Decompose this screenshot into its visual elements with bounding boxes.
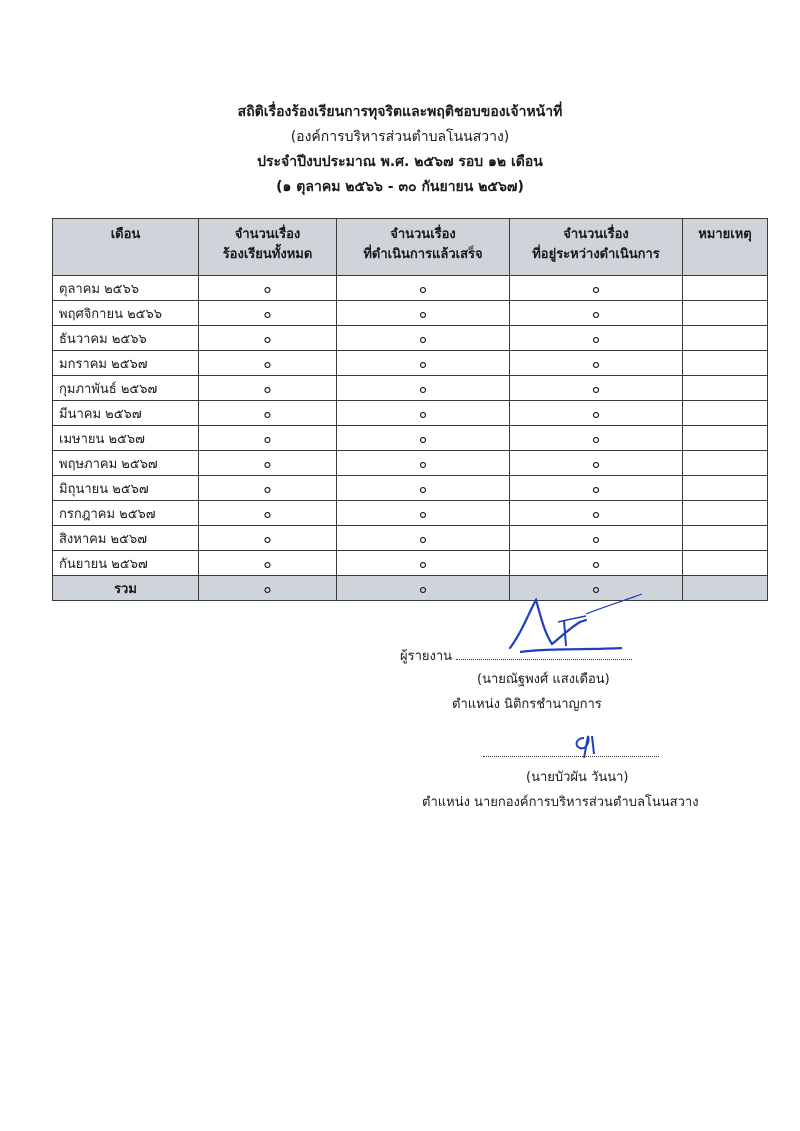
- col-header-note-label: หมายเหตุ: [698, 227, 752, 242]
- table-row: [53, 451, 768, 476]
- pending-cell: ๐: [510, 526, 683, 551]
- table-total-row: [53, 576, 768, 601]
- col-header-done-line2: ที่ดำเนินการแล้วเสร็จ: [363, 247, 483, 262]
- approver-line: [483, 744, 659, 761]
- month-cell: เมษายน ๒๕๖๗: [53, 426, 199, 451]
- reporter-line: [400, 645, 660, 666]
- table-row: [53, 426, 768, 451]
- date-range: (๑ ตุลาคม ๒๕๖๖ - ๓๐ กันยายน ๒๕๖๗): [276, 179, 524, 195]
- done-cell: ๐: [337, 426, 510, 451]
- pending-cell: ๐: [510, 401, 683, 426]
- pending-cell: ๐: [510, 301, 683, 326]
- table-row: [53, 376, 768, 401]
- table-row: [53, 551, 768, 576]
- reporter-position: ตำแหน่ง นิติกรชำนาญการ: [452, 697, 602, 712]
- done-cell: ๐: [337, 401, 510, 426]
- table-row: [53, 401, 768, 426]
- done-cell: ๐: [337, 501, 510, 526]
- reporter-signature-line: [456, 647, 632, 660]
- complaint-statistics-table: [52, 218, 768, 601]
- pending-cell: ๐: [510, 551, 683, 576]
- pending-cell: ๐: [510, 351, 683, 376]
- total-label: รวม: [53, 576, 199, 601]
- note-cell: [683, 526, 768, 551]
- total-note: [683, 576, 768, 601]
- col-header-total-line1: จำนวนเรื่อง: [234, 227, 301, 242]
- total-complaints-cell: ๐: [199, 451, 337, 476]
- note-cell: [683, 276, 768, 301]
- col-header-note: [683, 219, 768, 276]
- note-cell: [683, 501, 768, 526]
- table-row: [53, 526, 768, 551]
- total-complaints-cell: ๐: [199, 551, 337, 576]
- pending-cell: ๐: [510, 476, 683, 501]
- col-header-done: [337, 219, 510, 276]
- total-complaints-cell: ๐: [199, 376, 337, 401]
- col-header-total: [199, 219, 337, 276]
- reporter-label: ผู้รายงาน: [400, 649, 453, 664]
- month-cell: ธันวาคม ๒๕๖๖: [53, 326, 199, 351]
- total-complaints-cell: ๐: [199, 426, 337, 451]
- table-row: [53, 326, 768, 351]
- month-cell: กันยายน ๒๕๖๗: [53, 551, 199, 576]
- fiscal-year-line: ประจำปีงบประมาณ พ.ศ. ๒๕๖๗ รอบ ๑๒ เดือน: [257, 154, 543, 170]
- total-complaints-sum: ๐: [199, 576, 337, 601]
- reporter-name: (นายณัฐพงศ์ แสงเดือน): [477, 672, 610, 687]
- table-row: [53, 351, 768, 376]
- done-cell: ๐: [337, 451, 510, 476]
- table-body: [53, 276, 768, 576]
- done-cell: ๐: [337, 276, 510, 301]
- table-row: [53, 476, 768, 501]
- note-cell: [683, 401, 768, 426]
- approver-signature-line: [483, 744, 659, 757]
- note-cell: [683, 451, 768, 476]
- table-header-row: [53, 219, 768, 276]
- month-cell: สิงหาคม ๒๕๖๗: [53, 526, 199, 551]
- col-header-pending-line1: จำนวนเรื่อง: [563, 227, 629, 242]
- month-cell: มีนาคม ๒๕๖๗: [53, 401, 199, 426]
- pending-cell: ๐: [510, 426, 683, 451]
- col-header-total-line2: ร้องเรียนทั้งหมด: [222, 247, 313, 262]
- note-cell: [683, 476, 768, 501]
- note-cell: [683, 426, 768, 451]
- total-complaints-cell: ๐: [199, 301, 337, 326]
- month-cell: มกราคม ๒๕๖๗: [53, 351, 199, 376]
- total-complaints-cell: ๐: [199, 401, 337, 426]
- pending-cell: ๐: [510, 376, 683, 401]
- note-cell: [683, 326, 768, 351]
- done-cell: ๐: [337, 326, 510, 351]
- col-header-done-line1: จำนวนเรื่อง: [390, 227, 456, 242]
- total-complaints-cell: ๐: [199, 276, 337, 301]
- month-cell: กรกฎาคม ๒๕๖๗: [53, 501, 199, 526]
- total-complaints-cell: ๐: [199, 476, 337, 501]
- organization-name: (องค์การบริหารส่วนตำบลโนนสวาง): [290, 129, 510, 145]
- table-row: [53, 501, 768, 526]
- table-row: [53, 276, 768, 301]
- total-complaints-cell: ๐: [199, 526, 337, 551]
- total-done-sum: ๐: [337, 576, 510, 601]
- document-header: [0, 100, 800, 200]
- month-cell: พฤษภาคม ๒๕๖๗: [53, 451, 199, 476]
- done-cell: ๐: [337, 526, 510, 551]
- pending-cell: ๐: [510, 276, 683, 301]
- col-header-pending: [510, 219, 683, 276]
- approver-name: (นายบัวผัน วันนา): [526, 770, 629, 785]
- col-header-pending-line2: ที่อยู่ระหว่างดำเนินการ: [532, 247, 660, 262]
- done-cell: ๐: [337, 551, 510, 576]
- note-cell: [683, 351, 768, 376]
- month-cell: กุมภาพันธ์ ๒๕๖๗: [53, 376, 199, 401]
- pending-cell: ๐: [510, 501, 683, 526]
- done-cell: ๐: [337, 301, 510, 326]
- done-cell: ๐: [337, 376, 510, 401]
- done-cell: ๐: [337, 476, 510, 501]
- col-header-month-label: เดือน: [110, 227, 141, 242]
- total-complaints-cell: ๐: [199, 501, 337, 526]
- total-complaints-cell: ๐: [199, 326, 337, 351]
- total-pending-sum: ๐: [510, 576, 683, 601]
- month-cell: มิถุนายน ๒๕๖๗: [53, 476, 199, 501]
- total-complaints-cell: ๐: [199, 351, 337, 376]
- done-cell: ๐: [337, 351, 510, 376]
- pending-cell: ๐: [510, 451, 683, 476]
- pending-cell: ๐: [510, 326, 683, 351]
- note-cell: [683, 376, 768, 401]
- month-cell: ตุลาคม ๒๕๖๖: [53, 276, 199, 301]
- document-title: สถิติเรื่องร้องเรียนการทุจริตและพฤติชอบของเจ้าหน้าที่: [237, 104, 563, 120]
- table-row: [53, 301, 768, 326]
- col-header-month: [53, 219, 199, 276]
- note-cell: [683, 301, 768, 326]
- month-cell: พฤศจิกายน ๒๕๖๖: [53, 301, 199, 326]
- approver-position: ตำแหน่ง นายกองค์การบริหารส่วนตำบลโนนสวาง: [422, 795, 699, 810]
- note-cell: [683, 551, 768, 576]
